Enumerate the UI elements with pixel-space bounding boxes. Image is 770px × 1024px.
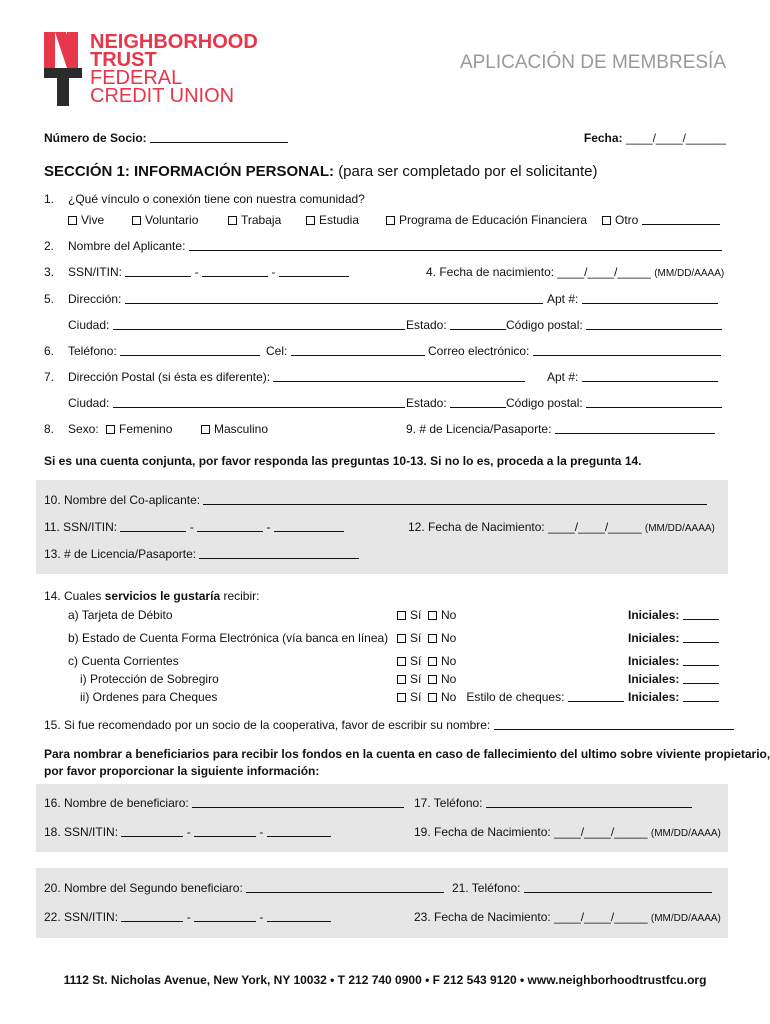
section1-heading-bold: SECCIÓN 1: INFORMACIÓN PERSONAL: (44, 163, 335, 180)
date-field[interactable]: ____/____/______ (625, 131, 726, 145)
q7-city-row: Ciudad: (68, 396, 405, 410)
mailing-city-field[interactable] (113, 397, 405, 408)
license-field[interactable] (555, 423, 715, 434)
co-license-field[interactable] (199, 548, 359, 559)
checkbox-yes[interactable] (397, 657, 406, 666)
footer-contact: 1112 St. Nicholas Avenue, New York, NY 10032 • T 212 740 0900 • F 212 543 9120 • www.neighborhoodtrustfcu.org (63, 973, 707, 987)
q4-row: 4. Fecha de nacimiento: ____/____/_____ (MM/DD/AAAA) (426, 265, 725, 279)
date-label: Fecha: (583, 131, 623, 145)
checkbox-male[interactable] (201, 425, 210, 434)
q22-row: 22. SSN/ITIN: - - (44, 910, 331, 924)
apt-field[interactable] (582, 293, 718, 304)
q14-b-initials: Iniciales: (628, 631, 719, 645)
q17-row: 17. Teléfono: (414, 796, 692, 810)
logo-line-4: CREDIT UNION (90, 85, 235, 107)
ben-ssn-part-2[interactable] (194, 826, 256, 837)
q14-c-initials: Iniciales: (628, 654, 719, 668)
q5-apt-row: Apt #: (547, 292, 718, 306)
zip-field[interactable] (586, 319, 722, 330)
applicant-name-field[interactable] (189, 240, 722, 251)
q5-state-row: Estado: (406, 318, 506, 332)
state-field[interactable] (450, 319, 506, 330)
q14-c-ii-choices: Sí No Estilo de cheques: (397, 690, 624, 704)
checkbox-no[interactable] (428, 693, 437, 702)
beneficiary-2-name-field[interactable] (246, 882, 444, 893)
cel-field[interactable] (291, 345, 425, 356)
q6-phone-row: Teléfono: (68, 344, 260, 358)
q14-c-choices: Sí No (397, 654, 456, 668)
co-ssn-part-2[interactable] (197, 521, 263, 532)
checkbox-no[interactable] (428, 657, 437, 666)
q14-c-ii-initials: Iniciales: (628, 690, 719, 704)
joint-account-note: Si es una cuenta conjunta, por favor responda las preguntas 10-13. Si no lo es, proceda a la pregunta 14. (44, 454, 642, 468)
checkbox[interactable] (602, 216, 611, 225)
logo (44, 32, 284, 108)
q14-item-c: c) Cuenta Corrientes (68, 654, 179, 668)
q14-c-i-choices: Sí No (397, 672, 456, 686)
ben-ssn-part-1[interactable] (121, 826, 183, 837)
q5-zip-row: Código postal: (506, 318, 722, 332)
check-style-field[interactable] (568, 691, 624, 702)
initials-field[interactable] (683, 609, 719, 620)
q3-row: SSN/ITIN: - - (68, 265, 349, 279)
q3-number: 3. (44, 265, 55, 279)
checkbox-no[interactable] (428, 675, 437, 684)
q13-row: 13. # de Licencia/Pasaporte: (44, 547, 359, 561)
ssn-part-2[interactable] (202, 266, 268, 277)
mailing-zip-field[interactable] (586, 397, 722, 408)
q16-row: 16. Nombre de beneficiaro: (44, 796, 404, 810)
checkbox-yes[interactable] (397, 693, 406, 702)
q1-option-otro[interactable]: Otro (602, 213, 720, 227)
logo-line-1: NEIGHBORHOOD (90, 31, 258, 53)
checkbox-no[interactable] (428, 611, 437, 620)
q23-row: 23. Fecha de Nacimiento: ____/____/_____ (MM/DD/AAAA) (414, 910, 721, 924)
checkbox[interactable] (386, 216, 395, 225)
q6-cel-row: Cel: (266, 344, 425, 358)
q14-c-i-initials: Iniciales: (628, 672, 719, 686)
q18-row: 18. SSN/ITIN: - - (44, 825, 331, 839)
date-row (584, 131, 726, 145)
q19-row: 19. Fecha de Nacimiento: ____/____/_____ (MM/DD/AAAA) (414, 825, 721, 839)
q12-row: 12. Fecha de Nacimiento: ____/____/_____ (MM/DD/AAAA) (408, 520, 715, 534)
ben2-ssn-part-2[interactable] (194, 911, 256, 922)
beneficiary-2-section (36, 868, 728, 938)
checkbox[interactable] (306, 216, 315, 225)
q21-row: 21. Teléfono: (452, 881, 712, 895)
q15-row: 15. Si fue recomendado por un socio de la cooperativa, favor de escribir su nombre: (44, 718, 734, 732)
beneficiary-name-field[interactable] (192, 797, 404, 808)
q10-row: 10. Nombre del Co-aplicante: (44, 493, 707, 507)
referrer-name-field[interactable] (494, 719, 734, 730)
address-field[interactable] (125, 293, 543, 304)
q7-row: Dirección Postal (si ésta es diferente): (68, 370, 525, 384)
q8-male[interactable]: Masculino (201, 422, 268, 436)
initials-field[interactable] (683, 655, 719, 666)
checkbox-female[interactable] (106, 425, 115, 434)
checkbox[interactable] (228, 216, 237, 225)
form-title: APLICACIÓN DE MEMBRESÍA (459, 52, 726, 73)
checkbox-yes[interactable] (397, 611, 406, 620)
section1-heading-rest: (para ser completado por el solicitante) (338, 163, 598, 180)
q8-row: Sexo: Femenino (68, 422, 173, 436)
q9-row: 9. # de Licencia/Pasaporte: (406, 422, 715, 436)
beneficiary-phone-field[interactable] (486, 797, 692, 808)
initials-field[interactable] (683, 691, 719, 702)
q14-a-choices: Sí No (397, 608, 456, 622)
q5-number: 5. (44, 292, 55, 306)
q7-apt-row: Apt #: (547, 370, 718, 384)
email-field[interactable] (533, 345, 721, 356)
section1-heading (44, 163, 597, 180)
member-number-field[interactable] (150, 132, 288, 143)
q14-item-b: b) Estado de Cuenta Forma Electrónica (vía banca en línea) (68, 631, 389, 645)
ben-ssn-part-3[interactable] (267, 826, 331, 837)
beneficiary-2-phone-field[interactable] (524, 882, 712, 893)
logo-line-3: FEDERAL (90, 67, 183, 89)
q14-item-a: a) Tarjeta de Débito (68, 608, 173, 622)
q1-option-estudia[interactable]: Estudia (306, 213, 359, 227)
q7-zip-row: Código postal: (506, 396, 722, 410)
co-ssn-part-3[interactable] (274, 521, 344, 532)
q1-number: 1. (44, 192, 55, 206)
mailing-apt-field[interactable] (582, 371, 718, 382)
q1-option-vive[interactable]: Vive (68, 213, 104, 227)
q2-row: Nombre del Aplicante: (68, 239, 722, 253)
mailing-state-field[interactable] (450, 397, 506, 408)
mailing-address-field[interactable] (273, 371, 525, 382)
q1-option-programa[interactable]: Programa de Educación Financiera (386, 213, 587, 227)
ssn-part-1[interactable] (125, 266, 191, 277)
city-field[interactable] (113, 319, 405, 330)
logo-line-2: TRUST (90, 49, 157, 71)
beneficiary-note-line-2: por favor proporcionar la siguiente información: (44, 764, 320, 778)
checkbox-yes[interactable] (397, 675, 406, 684)
ben2-dob-field[interactable]: ____/____/_____ (554, 910, 648, 924)
q7-state-row: Estado: (406, 396, 506, 410)
member-number-row (44, 131, 288, 145)
member-number-label: Número de Socio: (44, 131, 147, 145)
q14-a-initials: Iniciales: (628, 608, 719, 622)
q20-row: 20. Nombre del Segundo beneficiaro: (44, 881, 444, 895)
logo-mark (44, 32, 82, 106)
q6-number: 6. (44, 344, 55, 358)
q14-item-c-ii: ii) Ordenes para Cheques (80, 690, 218, 704)
q1-option-trabaja[interactable]: Trabaja (228, 213, 281, 227)
q2-number: 2. (44, 239, 55, 253)
q8-number: 8. (44, 422, 55, 436)
q14-b-choices: Sí No (397, 631, 456, 645)
q6-email-row: Correo electrónico: (428, 344, 721, 358)
ssn-part-3[interactable] (279, 266, 349, 277)
co-ssn-part-1[interactable] (120, 521, 186, 532)
checkbox-no[interactable] (428, 634, 437, 643)
checkbox[interactable] (132, 216, 141, 225)
ben-dob-field[interactable]: ____/____/_____ (554, 825, 648, 839)
initials-field[interactable] (683, 673, 719, 684)
phone-field[interactable] (120, 345, 260, 356)
co-applicant-name-field[interactable] (203, 494, 707, 505)
q7-number: 7. (44, 370, 55, 384)
q11-row: 11. SSN/ITIN: - - (44, 520, 344, 534)
checkbox[interactable] (68, 216, 77, 225)
co-dob-field[interactable]: ____/____/_____ (548, 520, 642, 534)
q1-option-voluntario[interactable]: Voluntario (132, 213, 198, 227)
q14-heading: 14. Cuales servicios le gustaría recibir: (44, 589, 260, 603)
checkbox-yes[interactable] (397, 634, 406, 643)
initials-field[interactable] (683, 632, 719, 643)
beneficiary-note-line-1: Para nombrar a beneficiarios para recibir los fondos en la cuenta en caso de fallecimiento del ultimo sobre viviente propietario, (44, 747, 770, 761)
q1-question: ¿Qué vínculo o conexión tiene con nuestra comunidad? (68, 192, 365, 206)
q14-item-c-i: i) Protección de Sobregiro (80, 672, 219, 686)
ben2-ssn-part-1[interactable] (121, 911, 183, 922)
q5-row: Dirección: (68, 292, 543, 306)
q5-city-row: Ciudad: (68, 318, 405, 332)
dob-field[interactable]: ____/____/_____ (557, 265, 651, 279)
beneficiary-1-section (36, 784, 728, 852)
ben2-ssn-part-3[interactable] (267, 911, 331, 922)
